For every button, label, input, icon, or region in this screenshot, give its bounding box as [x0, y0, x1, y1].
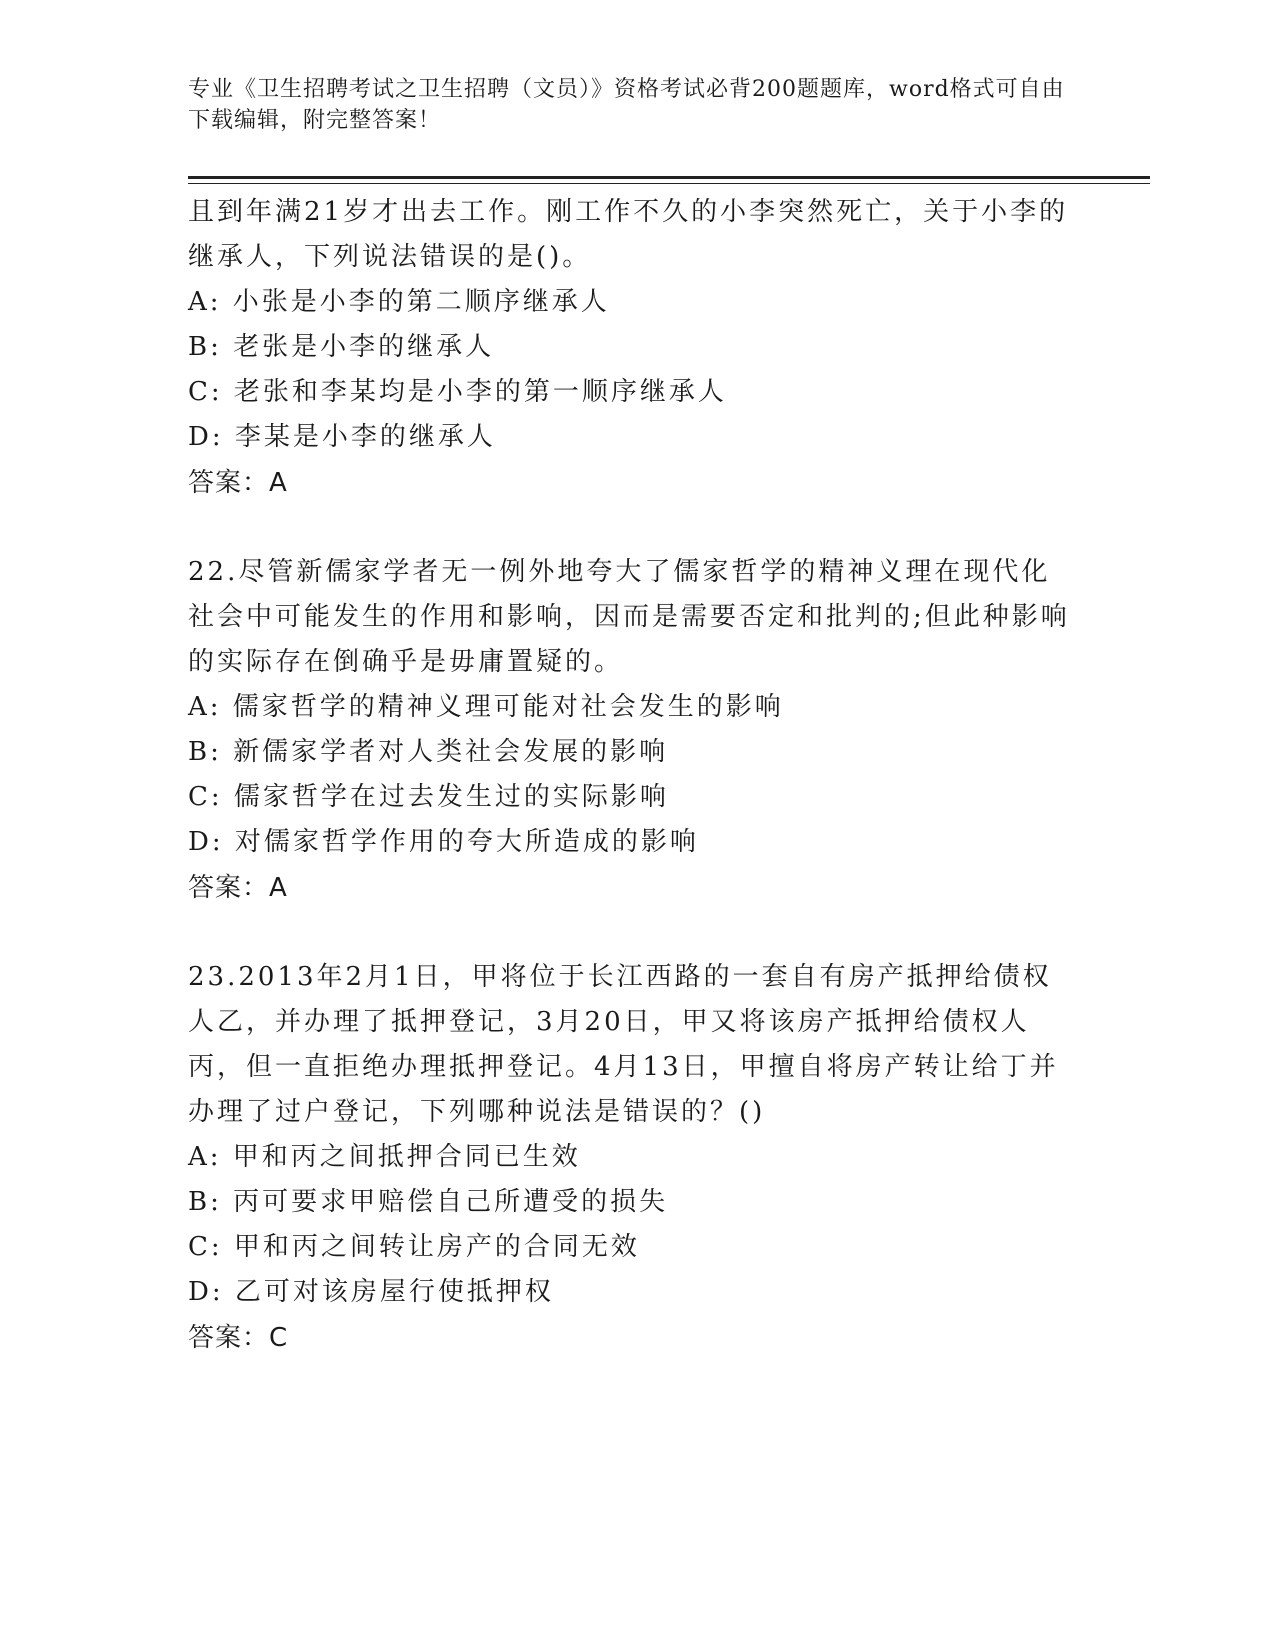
- question-stem: 且到年满21岁才出去工作。刚工作不久的小李突然死亡，关于小李的继承人，下列说法错误的是()。: [188, 197, 1069, 272]
- question-stem: 23.2013年2月1日，甲将位于长江西路的一套自有房产抵押给债权人乙，并办理了抵押登记，3月20日，甲又将该房产抵押给债权人丙，但一直拒绝办理抵押登记。4月13日，甲擅自将房产转让给丁并办理了过户登记，下列哪种说法是错误的？(): [188, 962, 1059, 1127]
- option-c: C: 甲和丙之间转让房产的合同无效: [188, 1232, 640, 1262]
- question-block: [188, 550, 1078, 911]
- option-b: B: 新儒家学者对人类社会发展的影响: [188, 737, 669, 767]
- option-d: D: 对儒家哲学作用的夸大所造成的影响: [188, 827, 699, 857]
- header-rule-thin: [188, 183, 1150, 184]
- header-rule-thick: [188, 176, 1150, 179]
- option-a: A: 儒家哲学的精神义理可能对社会发生的影响: [188, 692, 784, 722]
- option-d: D: 李某是小李的继承人: [188, 422, 496, 452]
- option-a: A: 甲和丙之间抵押合同已生效: [188, 1142, 581, 1172]
- option-c: C: 儒家哲学在过去发生过的实际影响: [188, 782, 669, 812]
- option-a: A: 小张是小李的第二顺序继承人: [188, 287, 610, 317]
- option-d: D: 乙可对该房屋行使抵押权: [188, 1277, 554, 1307]
- answer-label: 答案：A: [188, 873, 288, 903]
- question-stem: 22.尽管新儒家学者无一例外地夸大了儒家哲学的精神义理在现代化社会中可能发生的作用和影响，因而是需要否定和批判的;但此种影响的实际存在倒确乎是毋庸置疑的。: [188, 557, 1070, 677]
- option-b: B: 丙可要求甲赔偿自己所遭受的损失: [188, 1187, 669, 1217]
- page-header-title: 专业《卫生招聘考试之卫生招聘（文员）》资格考试必背200题题库，word格式可自由下载编辑，附完整答案！: [188, 77, 1065, 133]
- answer-label: 答案：C: [188, 1323, 289, 1353]
- option-b: B: 老张是小李的继承人: [188, 332, 495, 362]
- question-spacer: [188, 911, 1078, 955]
- question-block: [188, 190, 1078, 506]
- question-spacer: [188, 506, 1078, 550]
- answer-label: 答案：A: [188, 468, 288, 498]
- option-c: C: 老张和李某均是小李的第一顺序继承人: [188, 377, 727, 407]
- question-list: [188, 190, 1078, 1361]
- question-block: [188, 955, 1078, 1361]
